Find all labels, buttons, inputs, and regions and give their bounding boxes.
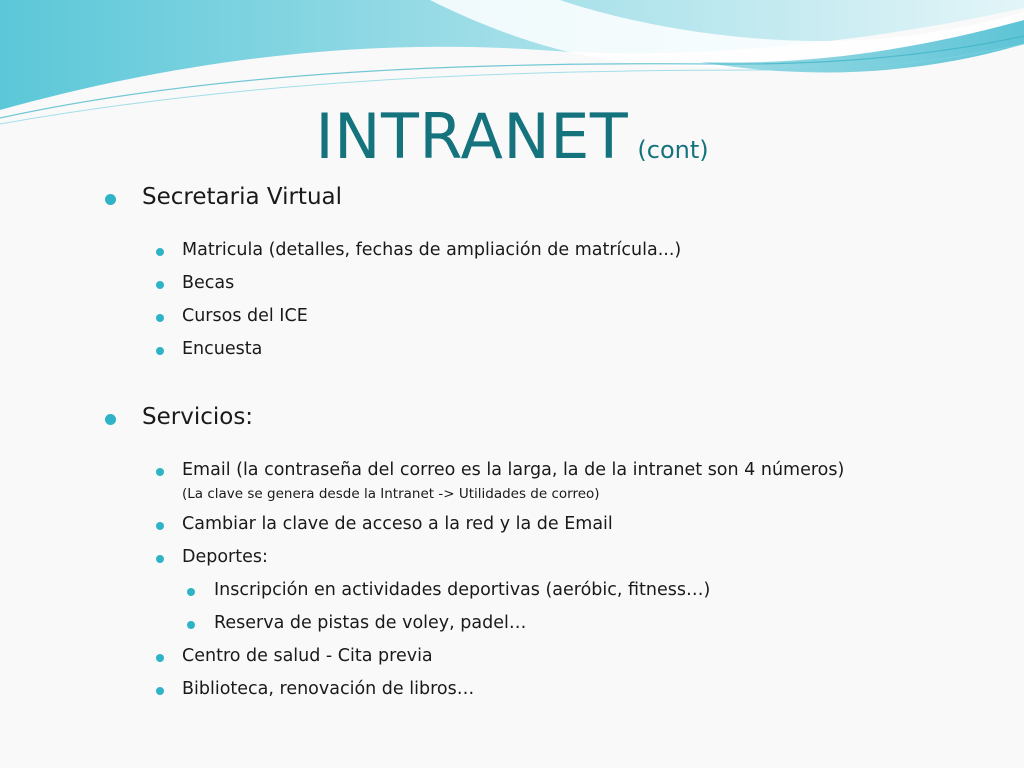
email-note: (La clave se genera desde la Intranet -> Utilidades de correo) (182, 486, 600, 502)
bullet-icon (156, 555, 164, 563)
bullet-icon (156, 248, 164, 256)
bullet-icon (156, 468, 164, 476)
bullet-icon (156, 314, 164, 322)
bullet-icon (187, 588, 195, 596)
slide: INTRANET (cont) Secretaria Virtual Matricula (detalles, fechas de ampliación de matrícula...) Becas Cursos del ICE Encuesta Servicios: Email (la contraseña del correo es la larga, la de la intranet son 4 números) (La clave se genera desde la Intranet -> Utilidades de correo) Cambiar la clave de acceso a la red y la de Email Deportes: Inscripción en actividades deportivas (aeróbic, fitness…) Reserva de pistas de voley, padel… Centro de salud - Cita previa Biblioteca, renovación de libros… (0, 0, 1024, 768)
bullet-icon (156, 522, 164, 530)
title-suffix: (cont) (637, 136, 709, 164)
bullet-icon (156, 281, 164, 289)
bullet-icon (156, 654, 164, 662)
slide-title (0, 100, 1024, 173)
bullet-icon (105, 194, 116, 205)
bullet-icon (156, 687, 164, 695)
title-text: INTRANET (315, 100, 629, 173)
bullet-icon (105, 414, 116, 425)
bullet-icon (156, 347, 164, 355)
bullet-icon (187, 621, 195, 629)
